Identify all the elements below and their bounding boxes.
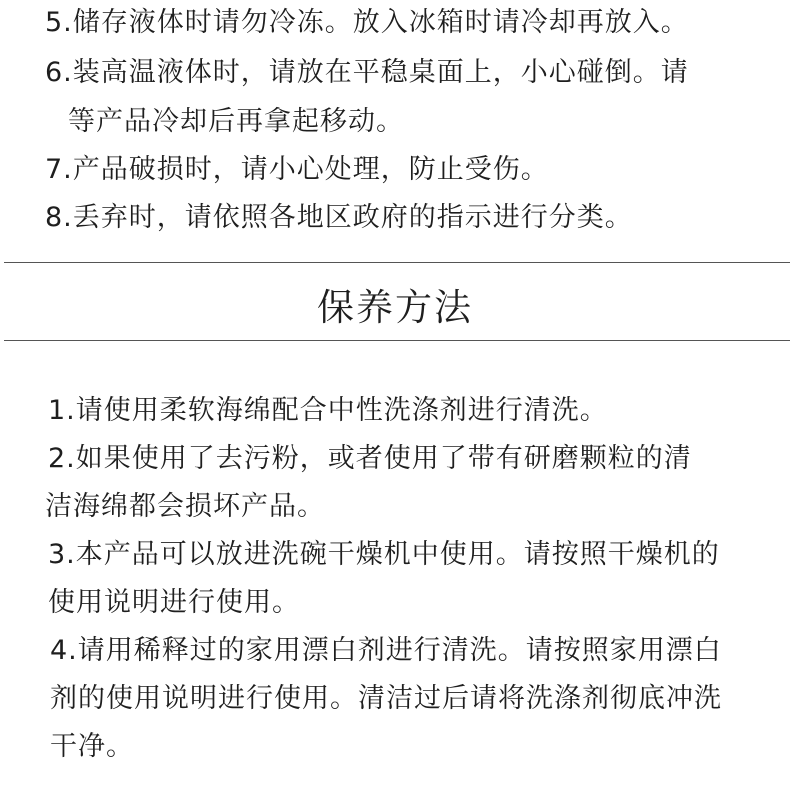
care-item-2-cont: 洁海绵都会损坏产品。 [45,491,325,522]
caution-item-7: 7.产品破损时，请小心处理，防止受伤。 [45,154,549,185]
divider-bottom [4,340,790,341]
care-item-3: 3.本产品可以放进洗碗干燥机中使用。请按照干燥机的 [48,539,720,570]
caution-item-6: 6.装高温液体时，请放在平稳桌面上，小心碰倒。请 [45,57,689,88]
care-section-title: 保养方法 [317,286,473,329]
care-item-3-cont: 使用说明进行使用。 [48,587,300,618]
divider-top [4,262,790,263]
care-item-1: 1.请使用柔软海绵配合中性洗涤剂进行清洗。 [48,395,608,426]
caution-item-6-cont: 等产品冷却后再拿起移动。 [68,106,404,137]
caution-item-8: 8.丢弃时，请依照各地区政府的指示进行分类。 [45,202,633,233]
care-item-2: 2.如果使用了去污粉，或者使用了带有研磨颗粒的清 [48,443,692,474]
care-item-4: 4.请用稀释过的家用漂白剂进行清洗。请按照家用漂白 [50,635,722,666]
care-item-4-cont: 剂的使用说明进行使用。清洁过后请将洗涤剂彻底冲洗 [50,683,722,714]
caution-item-5: 5.储存液体时请勿冷冻。放入冰箱时请冷却再放入。 [45,7,689,38]
care-item-4-cont-2: 干净。 [50,731,134,762]
